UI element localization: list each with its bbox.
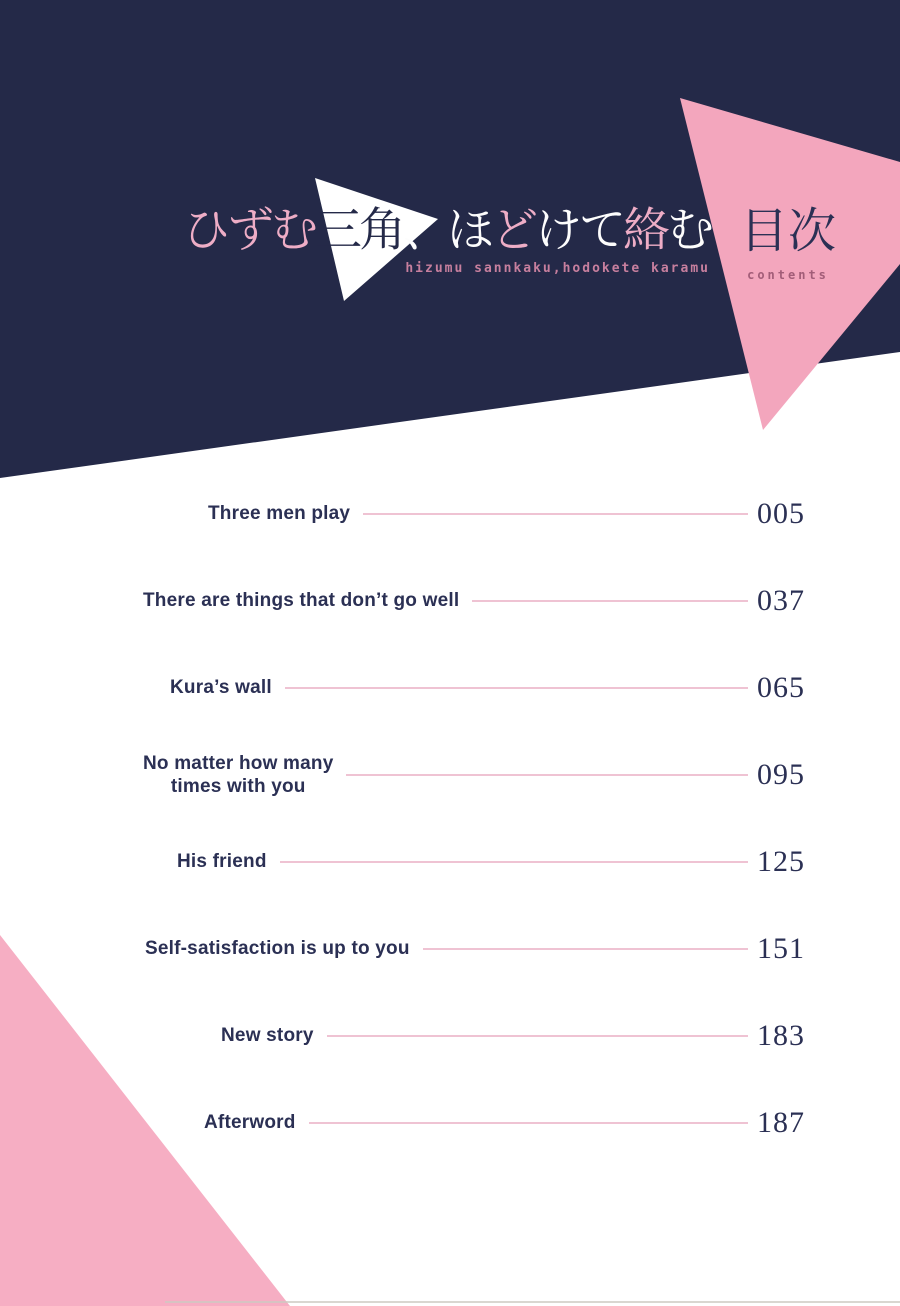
toc-leader-line bbox=[363, 513, 748, 515]
title-char: て bbox=[579, 203, 623, 258]
title-char: む bbox=[271, 203, 315, 258]
toc-page-number: 125 bbox=[757, 844, 805, 878]
toc-leader-line bbox=[346, 774, 748, 776]
toc-page-number: 037 bbox=[757, 583, 805, 617]
scan-artifact-line bbox=[165, 1301, 900, 1303]
toc-row bbox=[130, 557, 805, 644]
title-romanization: hizumu sannkaku,hodokete karamu bbox=[405, 261, 710, 276]
toc-leader-line bbox=[285, 687, 748, 689]
toc-chapter-label: Afterword bbox=[204, 1112, 296, 1133]
contents-subheading: contents bbox=[747, 268, 829, 282]
toc-leader-line bbox=[309, 1122, 748, 1124]
title-char: 絡 bbox=[623, 203, 667, 258]
toc-page-number: 187 bbox=[757, 1105, 805, 1139]
toc-leader-line bbox=[423, 948, 748, 950]
toc-page-number: 095 bbox=[757, 757, 805, 791]
toc-chapter-label bbox=[143, 752, 333, 798]
toc-row bbox=[130, 818, 805, 905]
title-char: ど bbox=[491, 203, 535, 258]
title-char: け bbox=[535, 203, 579, 258]
toc-chapter-label: There are things that don’t go well bbox=[143, 590, 460, 611]
title-char: 角 bbox=[359, 203, 403, 258]
toc-chapter-label: Three men play bbox=[208, 503, 351, 524]
toc-chapter-label-line1: No matter how many bbox=[143, 752, 334, 774]
title-char: 、 bbox=[403, 203, 447, 258]
toc-chapter-label: New story bbox=[221, 1025, 314, 1046]
toc-page-number: 065 bbox=[757, 670, 805, 704]
toc-leader-line bbox=[327, 1035, 748, 1037]
title-char: む bbox=[667, 203, 711, 258]
toc-row bbox=[130, 731, 805, 818]
title-char: 三 bbox=[315, 203, 359, 258]
toc-page-number: 005 bbox=[757, 496, 805, 530]
title-char: ほ bbox=[447, 203, 491, 258]
toc-chapter-label-line2: times with you bbox=[170, 775, 306, 797]
toc-row bbox=[130, 1079, 805, 1166]
toc-chapter-label: Kura’s wall bbox=[170, 677, 272, 698]
toc-page-number: 151 bbox=[757, 931, 805, 965]
toc-leader-line bbox=[280, 861, 748, 863]
book-title bbox=[183, 203, 711, 258]
title-char: ず bbox=[227, 203, 271, 258]
toc-chapter-label: His friend bbox=[177, 851, 267, 872]
title-char: ひ bbox=[183, 203, 227, 258]
contents-kanji-heading: 目次 bbox=[740, 203, 837, 259]
toc-row bbox=[130, 905, 805, 992]
toc-row bbox=[130, 992, 805, 1079]
toc-row bbox=[130, 644, 805, 731]
toc bbox=[130, 470, 805, 1166]
toc-chapter-label: Self-satisfaction is up to you bbox=[145, 938, 410, 959]
toc-row bbox=[130, 470, 805, 557]
toc-leader-line bbox=[472, 600, 748, 602]
toc-page-number: 183 bbox=[757, 1018, 805, 1052]
